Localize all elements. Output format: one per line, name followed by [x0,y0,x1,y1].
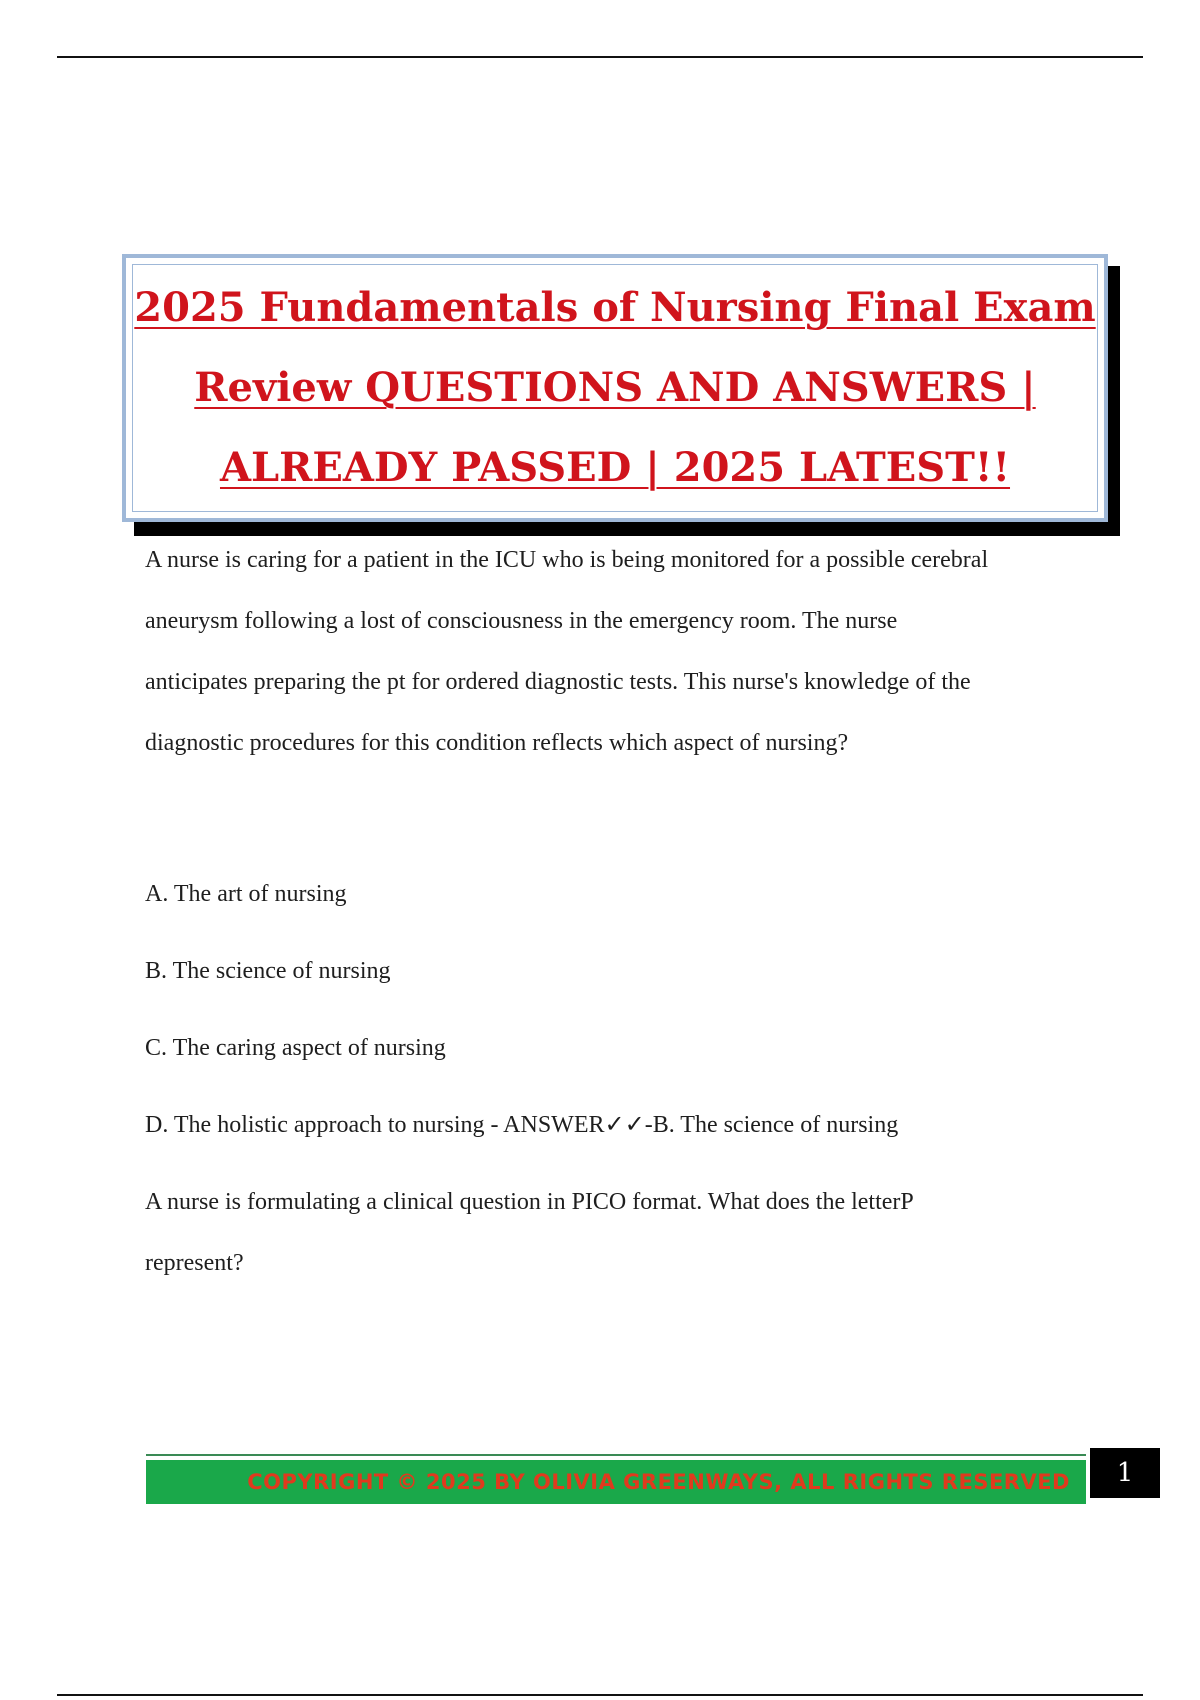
question-2 [145,1172,1095,1294]
question-1-line: anticipates preparing the pt for ordered diagnostic tests. This nurse's knowledge of the [145,669,971,695]
title-line-1: 2025 Fundamentals of Nursing Final Exam [134,284,1096,331]
title-line-3: ALREADY PASSED | 2025 LATEST!! [219,444,1011,491]
footer-rule [146,1454,1086,1456]
document-body [145,530,1095,1294]
bottom-rule [57,1694,1143,1696]
footer-copyright-bar [146,1460,1086,1504]
option-c: C. The caring aspect of nursing [145,1035,446,1061]
title-line-2: Review QUESTIONS AND ANSWERS | [194,364,1036,411]
option-b: B. The science of nursing [145,958,391,984]
option-a: A. The art of nursing [145,881,347,907]
copyright-text: COPYRIGHT © 2025 BY OLIVIA GREENWAYS, ALL RIGHTS RESERVED [247,1470,1070,1494]
question-1-line: A nurse is caring for a patient in the ICU who is being monitored for a possible cerebral [145,547,989,573]
title-box [122,254,1108,522]
title-box-inner [132,264,1098,512]
answer-options [145,864,1095,1155]
question-2-line: represent? [145,1250,244,1276]
option-d-with-answer: D. The holistic approach to nursing - ANSWER✓✓-B. The science of nursing [145,1112,899,1138]
question-1-line: diagnostic procedures for this condition reflects which aspect of nursing? [145,730,849,756]
page-number: 1 [1090,1448,1160,1498]
question-1-line: aneurysm following a lost of consciousness in the emergency room. The nurse [145,608,898,634]
question-2-line: A nurse is formulating a clinical question in PICO format. What does the letterP [145,1189,914,1215]
question-1 [145,530,1095,774]
top-rule [57,56,1143,58]
